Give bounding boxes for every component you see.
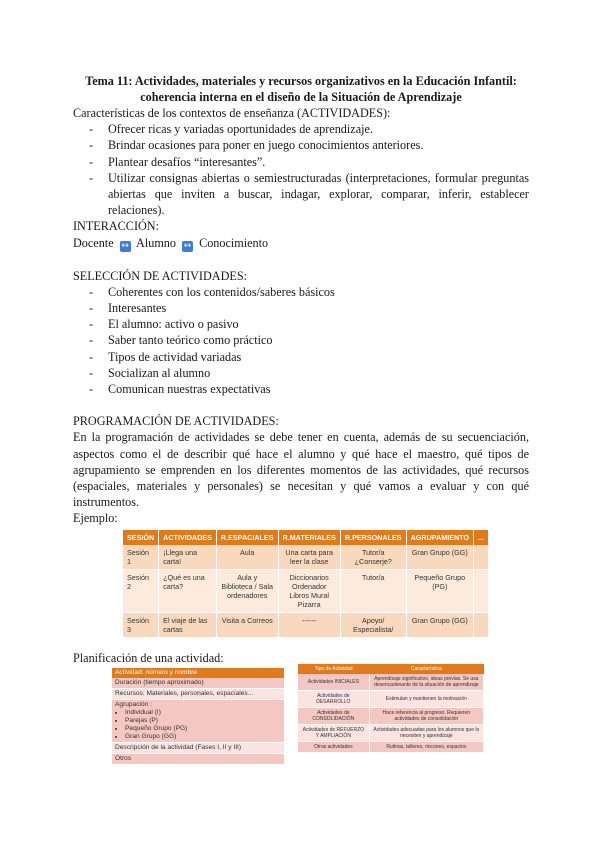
table-header: AGRUPAMIENTO (406, 530, 473, 545)
table-header: Actividad: número y nombre (112, 668, 284, 678)
interaction-alumno: Alumno (136, 235, 176, 250)
table-cell: Sesión 1 (123, 545, 159, 570)
table-cell: Otras actividades (298, 742, 369, 753)
list-item: - Socializan al alumno (73, 365, 529, 381)
table-cell (474, 545, 489, 570)
table-cell: Recursos: Materiales, personales, espaciales... (112, 689, 284, 700)
list-item: • Pequeño Grupo (PG) (125, 725, 281, 733)
list-item: - Brindar ocasiones para poner en juego conocimientos anteriores. (73, 137, 529, 153)
interaction-conocimiento: Conocimiento (199, 235, 269, 250)
table-cell: Actividades INICIALES (298, 674, 369, 691)
table-cell: Gran Grupo (GG) (406, 545, 473, 570)
table-header: ... (474, 530, 489, 545)
table-cell: Estimulan y mantienen la motivación (369, 691, 483, 708)
table-cell: ------ (278, 613, 340, 638)
list-item: • Parejas (P) (125, 717, 281, 725)
table-cell: Tutor/a ¿Conserje? (340, 545, 406, 570)
table-cell: Sesión 2 (123, 570, 159, 613)
example-label: Ejemplo: (73, 511, 118, 526)
table-header: Característica (369, 664, 483, 674)
table-cell: Visita a Correos (216, 613, 278, 638)
list-item: - Coherentes con los contenidos/saberes básicos (73, 284, 529, 300)
table-cell: Pequeño Grupo (PG) (406, 570, 473, 613)
table-cell: Tutor/a (340, 570, 406, 613)
table-cell: Aula (216, 545, 278, 570)
double-arrow-icon: ↔ (121, 240, 129, 251)
interaction-heading: INTERACCIÓN: (73, 219, 159, 234)
table-row (123, 570, 489, 613)
table-cell: Rutinas, talleres, rincones, espacios (369, 742, 483, 753)
list-item: - Utilizar consignas abiertas o semiestructuradas (interpretaciones, formular preguntas abiertas que inviten a buscar, indagar, explorar, comparar, inferir, establecer relaciones). (73, 170, 529, 219)
list-item: - El alumno: activo o pasivo (73, 316, 529, 332)
title-line-1: Tema 11: Actividades, materiales y recursos organizativos en la Educación Infantil: (85, 74, 517, 88)
table-cell: Apoyo/ Especialista/ (340, 613, 406, 638)
programming-paragraph: En la programación de actividades se debe tener en cuenta, además de su secuenciación, aspectos como el de describir qué hace el alumno y qué hace el maestro, qué tipos de agrupamiento se emprenden en los diferentes momentos de las actividades, qué recursos (espaciales, materiales y personales) se necesitan y qué vamos a evaluar y con qué instrumentos. (73, 430, 529, 510)
table-cell: Diccionarios Ordenador Libros Mural Pizarra (278, 570, 340, 613)
title-line-2: coherencia interna en el diseño de la Situación de Aprendizaje (140, 89, 462, 104)
double-arrow-icon: ↔ (183, 240, 192, 251)
document-title (73, 74, 529, 105)
list-item: - Interesantes (73, 300, 529, 316)
table-cell: Otros (112, 754, 284, 765)
table-cell: Aprendizaje significativo, ideas previas. Se usa desencadenante de la situación de aprendizaje (369, 674, 483, 691)
table-cell: Actividades de DESARROLLO (298, 691, 369, 708)
list-item: - Tipos de actividad variadas (73, 349, 529, 365)
table-cell: Descripción de la actividad (Fases I, II y III) (112, 743, 284, 754)
activity-planning-table (112, 668, 284, 765)
table-header-row (123, 530, 489, 545)
table-cell: ¡Llega una carta! (159, 545, 217, 570)
table-cell: Sesión 3 (123, 613, 159, 638)
interaction-docente: Docente (73, 235, 114, 250)
table-cell: Actividades de CONSOLIDACIÓN (298, 708, 369, 725)
grouping-cell (112, 700, 284, 743)
table-cell: Duración (tiempo aproximado) (112, 678, 284, 689)
table-cell (474, 570, 489, 613)
table-row (123, 545, 489, 570)
activity-types-table (298, 664, 484, 753)
table-cell: El viaje de las cartas (159, 613, 217, 638)
selection-list (73, 284, 529, 397)
contexts-list (73, 121, 529, 218)
table-row (123, 613, 489, 638)
selection-heading: SELECCIÓN DE ACTIVIDADES: (73, 268, 248, 283)
table-cell: Aula y Biblioteca / Sala ordenadores (216, 570, 278, 613)
list-item: - Ofrecer ricas y variadas oportunidades de aprendizaje. (73, 121, 529, 137)
list-item: - Plantear desafíos “interesantes”. (73, 154, 529, 170)
table-header: Tipo de Actividad (298, 664, 369, 674)
table-cell: Una carta para leer la clase (278, 545, 340, 570)
example-table (123, 530, 489, 638)
table-cell: Hace referencia al progreso. Requieren actividades de consolidación (369, 708, 483, 725)
table-cell: Actividades de REFUERZO Y AMPLIACIÓN (298, 725, 369, 742)
list-item: - Comunican nuestras expectativas (73, 381, 529, 397)
table-cell: Actividades adecuadas para los alumnos que lo necesiten y aprendizaje (369, 725, 483, 742)
table-header: R.MATERIALES (278, 530, 340, 545)
programming-heading: PROGRAMACIÓN DE ACTIVIDADES: (73, 414, 279, 429)
table-header: R.ESPACIALES (216, 530, 278, 545)
table-cell: ¿Qué es una carta? (159, 570, 217, 613)
list-item: • Gran Grupo (GG) (125, 733, 281, 741)
document-body (73, 74, 529, 527)
list-item: - Saber tanto teórico como práctico (73, 332, 529, 348)
table-cell (474, 613, 489, 638)
table-header: ACTIVIDADES (159, 530, 217, 545)
grouping-label: Agrupación : (115, 701, 153, 708)
list-item: • Individual (I) (125, 709, 281, 717)
grouping-list (115, 709, 281, 741)
table-header: R.PERSONALES (340, 530, 406, 545)
contexts-heading: Características de los contextos de enseñanza (ACTIVIDADES): (73, 106, 391, 120)
planning-heading: Planificación de una actividad: (73, 651, 224, 665)
interaction-line (73, 235, 529, 252)
table-header: SESIÓN (123, 530, 159, 545)
table-cell: Gran Grupo (GG) (406, 613, 473, 638)
